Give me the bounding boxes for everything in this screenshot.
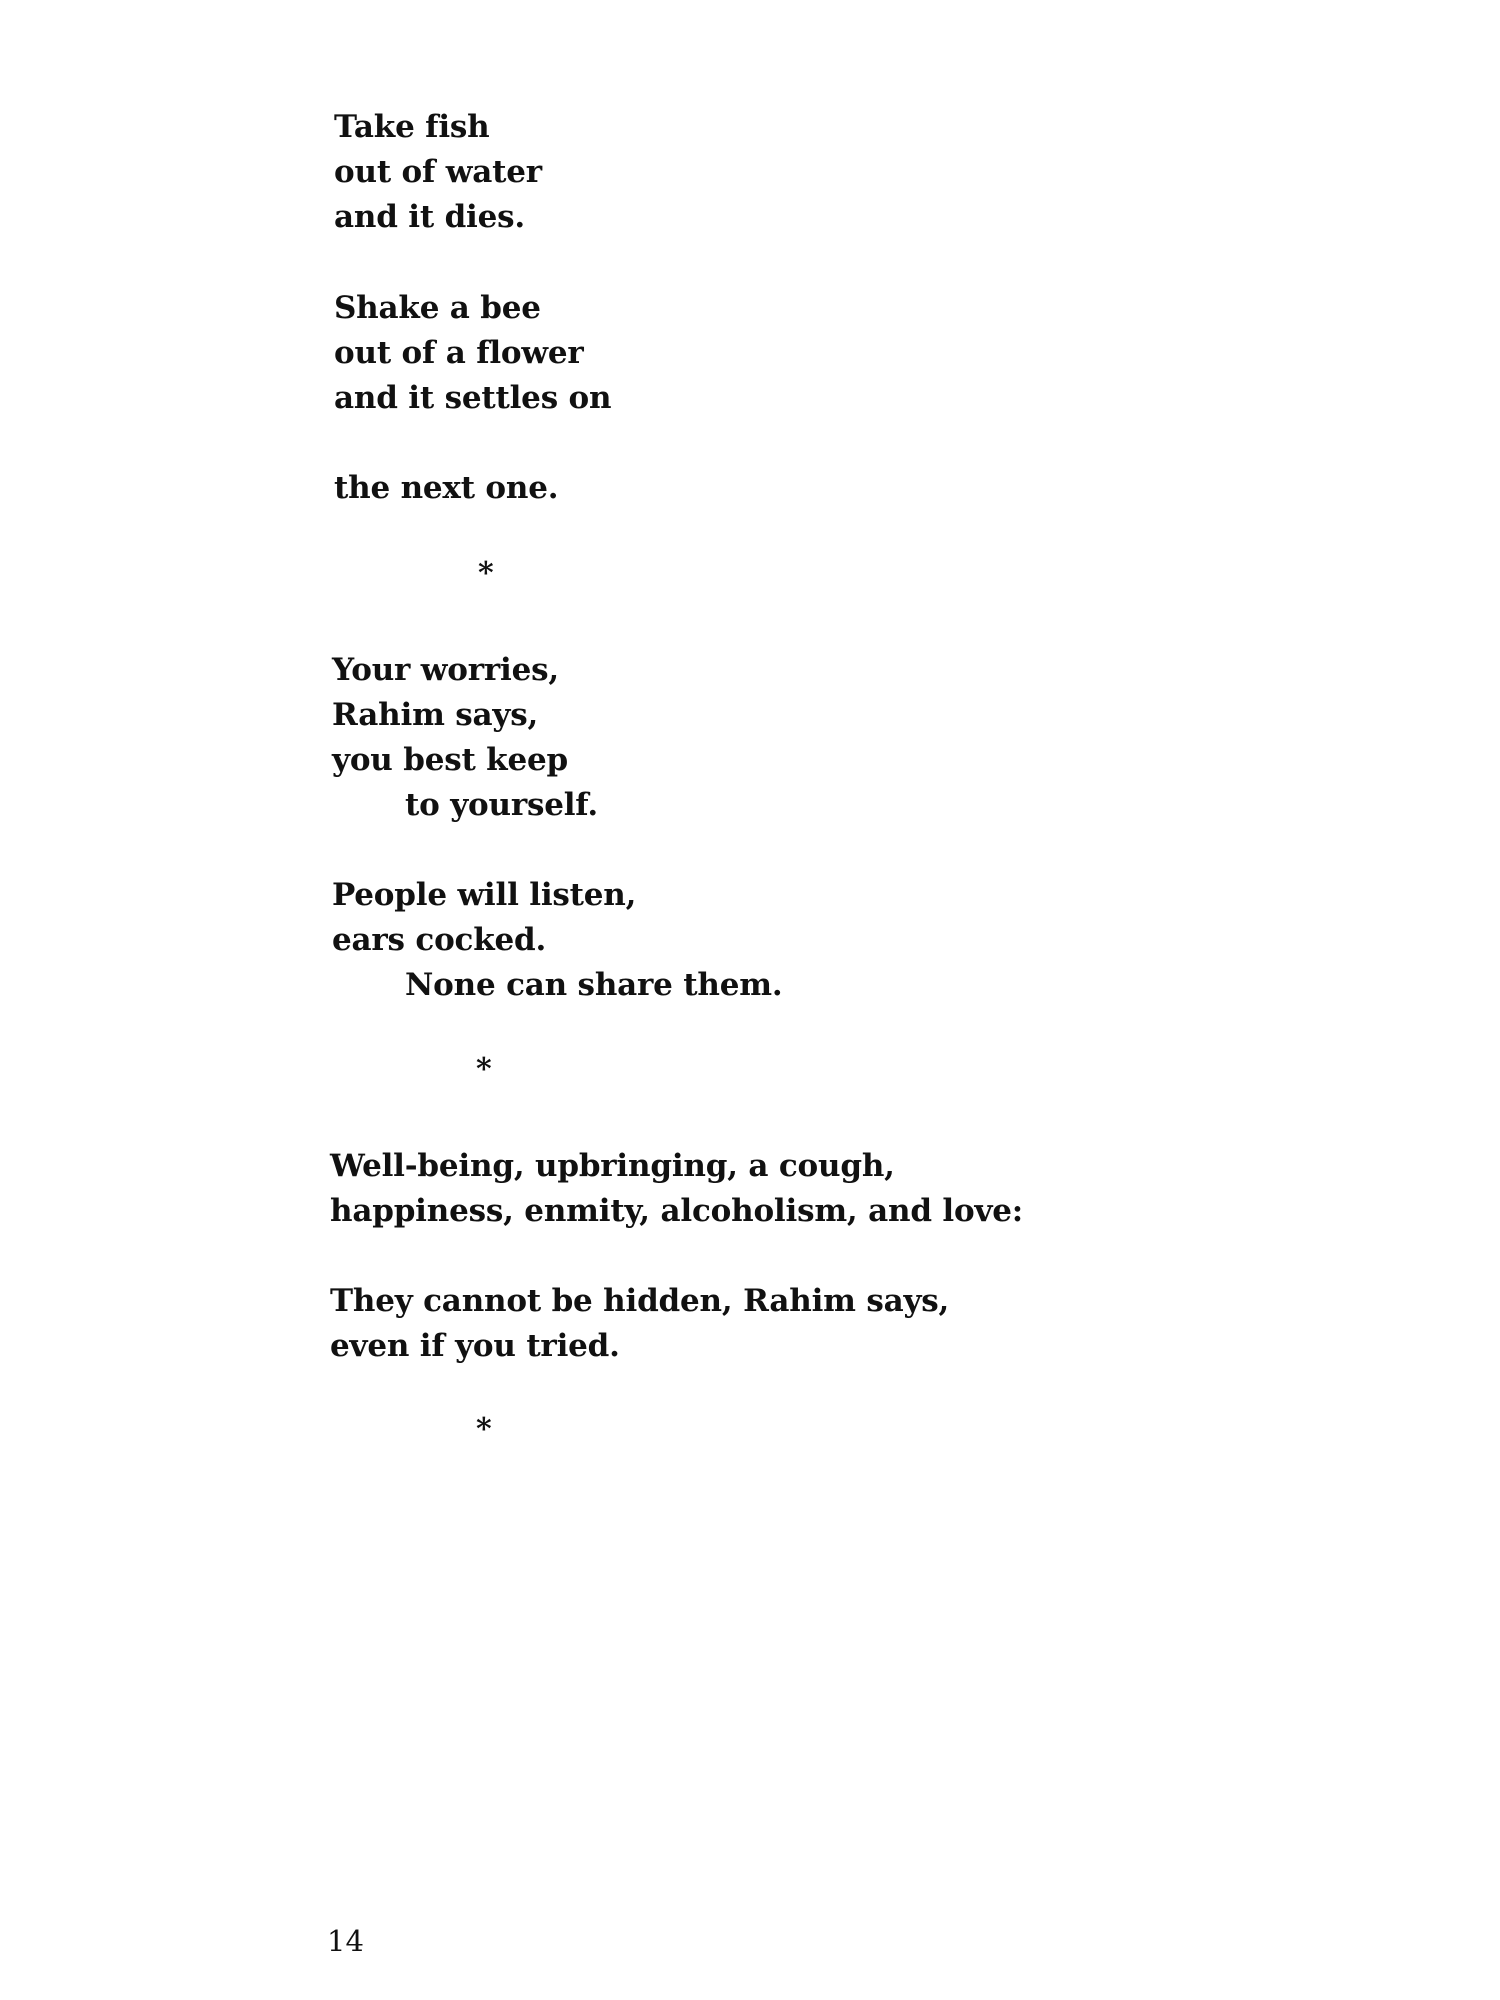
- poem-3-line-3: They cannot be hidden, Rahim says,: [330, 1283, 950, 1319]
- poem-2-line-7: None can share them.: [405, 967, 783, 1003]
- poem-2-line-2: Rahim says,: [332, 697, 539, 733]
- poem-2-line-1: Your worries,: [332, 652, 559, 688]
- poem-1-line-7: the next one.: [334, 470, 559, 506]
- section-separator-2: *: [476, 1052, 492, 1087]
- poem-1-line-4: Shake a bee: [334, 290, 541, 326]
- poem-2-line-5: People will listen,: [332, 877, 637, 913]
- poem-1-line-6: and it settles on: [334, 380, 612, 416]
- poem-2-line-4: to yourself.: [405, 787, 598, 823]
- poem-1-line-5: out of a flower: [334, 335, 584, 371]
- section-separator-3: *: [476, 1412, 492, 1447]
- poem-1-line-2: out of water: [334, 154, 542, 190]
- poem-1-line-3: and it dies.: [334, 199, 526, 235]
- poem-1-line-1: Take fish: [334, 109, 490, 145]
- poem-2-line-3: you best keep: [332, 742, 568, 778]
- poem-3-line-2: happiness, enmity, alcoholism, and love:: [330, 1193, 1024, 1229]
- section-separator-1: *: [478, 556, 494, 591]
- page-number: 14: [327, 1924, 364, 1958]
- poem-2-line-6: ears cocked.: [332, 922, 547, 958]
- poem-3-line-1: Well-being, upbringing, a cough,: [330, 1148, 895, 1184]
- poem-3-line-4: even if you tried.: [330, 1328, 620, 1364]
